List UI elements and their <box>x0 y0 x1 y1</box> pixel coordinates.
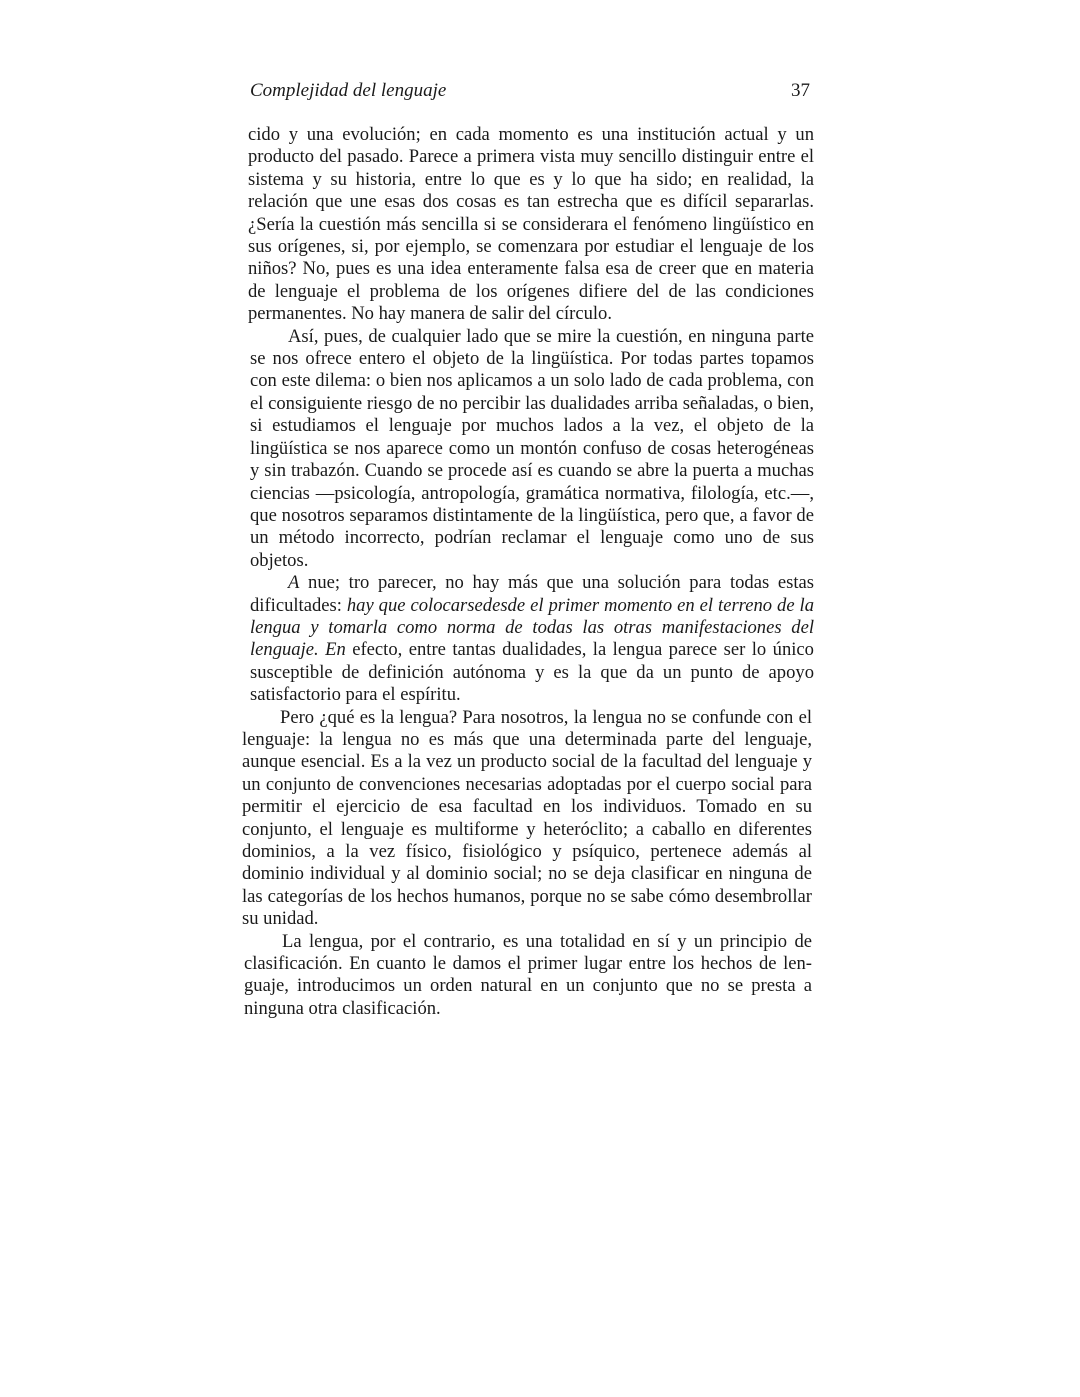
paragraph-4: Pero ¿qué es la lengua? Para nosotros, la lengua no se confunde con el lenguaje: la lengua no es más que una determinada parte del lenguaje, aunque esencial. Es a la vez un producto social de la facultad del lenguaje y un conjunto de convenciones necesarias adoptadas por el cuerpo social para permitir el ejercicio de esa facultad en los individuos. Tomado en su conjunto, el lenguaje es multiforme y heteróclito; a caballo en diferentes dominios, a la vez físico, fisiológico y psíquico, pertenece además al dominio individual y al dominio social; no se deja clasificar en ninguna de las categorías de los hechos humanos, porque no se sabe cómo desembrollar su unidad. <box>242 706 812 930</box>
page-number: 37 <box>791 80 810 101</box>
page <box>242 80 814 1020</box>
running-header <box>248 80 814 108</box>
paragraph-3-emphasis: hay que colocarsedesde el primer momento en el terreno de la lengua y tomarla como norma de todas las otras manifestaciones del lenguaje. En <box>250 594 814 661</box>
paragraph-3 <box>250 572 814 706</box>
chapter-title: Complejidad del lenguaje <box>250 80 447 101</box>
paragraph-2: Así, pues, de cualquier lado que se mire la cuestión, en ninguna parte se nos ofrece entero el objeto de la lingüística. Por todas partes topamos con este dilema: o bien nos aplicamos a un solo lado de cada problema, con el consiguiente riesgo de no percibir las dualidades arriba señaladas, o bien, si estudiamos el lenguaje por muchos lados a la vez, el objeto de la lingüística se nos aparece como un montón confuso de cosas heterogéneas y sin trabazón. Cuando se procede así es cuando se abre la puerta a muchas ciencias —psicología, antropología, gramática normativa, filología, etc.—, que nosotros separamos distintamente de la lingüística, pero que, a favor de un método incorrecto, podrían reclamar el lenguaje como uno de sus objetos. <box>250 325 814 571</box>
paragraph-3-text-b: efecto, entre tantas dualidades, la lengua parece ser lo único susceptible de definición autónoma y es la que da un punto de apoyo satisfactorio para el espíritu. <box>250 639 814 706</box>
paragraph-5: La lengua, por el contrario, es una totalidad en sí y un principio de clasificación. En cuanto le damos el primer lugar entre los hechos de len-guaje, introducimos un orden natural en un conjunto que no se presta a ninguna otra clasificación. <box>244 930 812 1019</box>
paragraph-1: cido y una evolución; en cada momento es una institución actual y un producto del pasado. Parece a primera vista muy sencillo distinguir entre el sistema y su historia, entre lo que es y lo que ha sido; en realidad, la relación que une esas dos cosas es tan estrecha que es difícil separarlas. ¿Sería la cuestión más sencilla si se considerara el fenómeno lingüístico en sus orígenes, si, por ejemplo, se comenzara por estudiar el lenguaje de los niños? No, pues es una idea enteramente falsa esa de creer que en materia de lenguaje el problema de los orígenes difiere del de las condiciones permanentes. No hay manera de salir del círculo. <box>248 124 814 325</box>
paragraph-3-text-a: nue; tro parecer, no hay más que una solución para todas estas dificultades: <box>250 572 814 616</box>
paragraph-3-initial: A <box>288 572 300 594</box>
